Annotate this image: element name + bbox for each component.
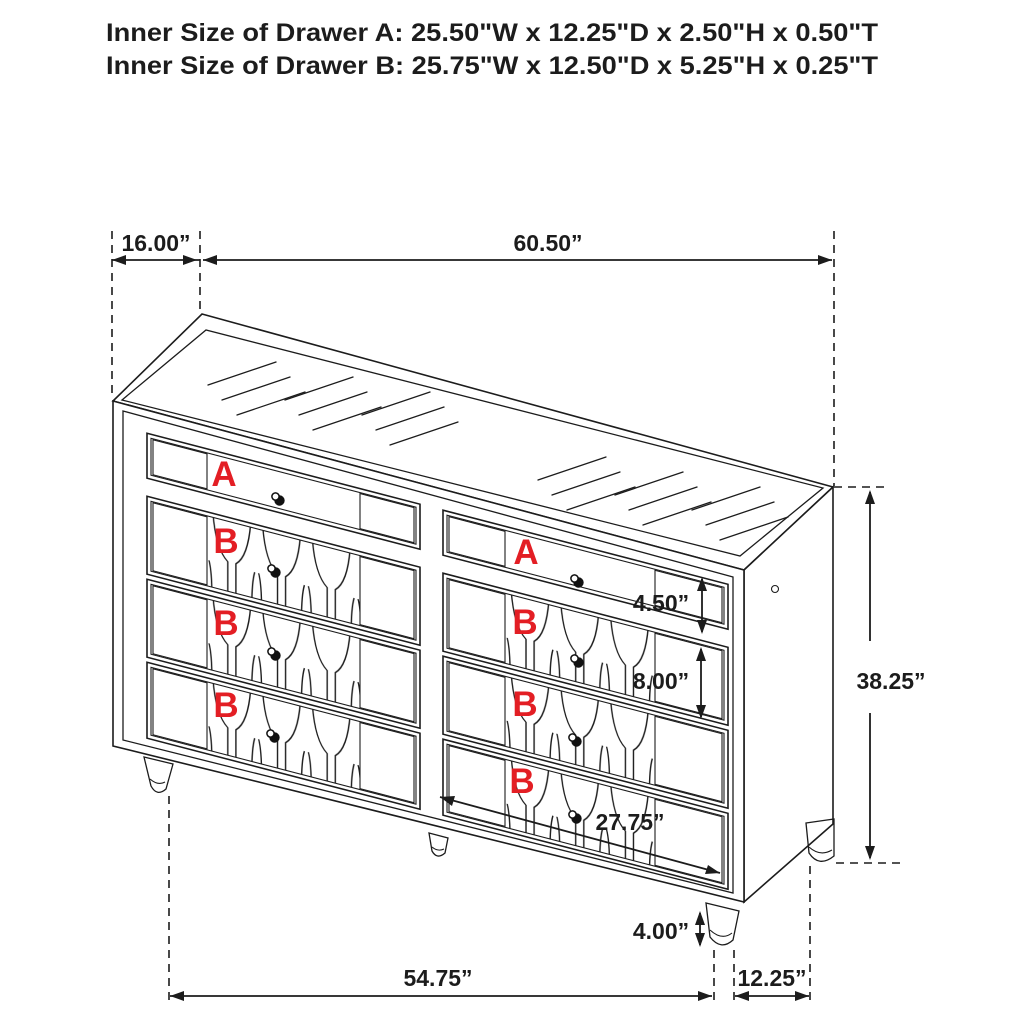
dim-overall-height-label: 38.25” [856,668,926,694]
dresser-drawing [113,314,834,945]
drawer-label: B [512,685,538,724]
dim-drawer-inner-width-label: 27.75” [595,809,665,835]
front-right-leg [706,903,739,945]
dim-drawer-b-height-label: 8.00” [632,668,690,694]
title-line-1: Inner Size of Drawer A: 25.50"W x 12.25"D x 2.50"H x 0.50"T [106,19,879,47]
drawer-label: A [211,455,237,494]
dim-side-depth [112,230,200,265]
dim-side-width [735,965,809,1001]
front-left-leg [144,757,173,792]
drawer-label: B [509,762,535,801]
dim-leg-height-label: 4.00” [632,918,690,944]
drawer-label: B [213,522,239,561]
dim-drawer-a-height-label: 4.50” [632,590,690,616]
dim-leg-height [633,911,705,947]
dim-front-width [170,965,712,1001]
title-block [106,19,878,80]
dim-overall-height [856,490,925,860]
dim-front-width-label: 54.75” [403,965,473,991]
drawer-label: A [513,533,539,572]
dim-side-depth-label: 16.00” [121,230,191,256]
drawer-label: B [213,686,239,725]
drawer-label: B [213,604,239,643]
title-line-2: Inner Size of Drawer B: 25.75"W x 12.50"D x 5.25"H x 0.25"T [106,52,878,80]
dim-side-width-label: 12.25” [737,965,807,991]
front-center-leg [429,833,448,856]
dim-top-width [203,230,832,265]
dim-top-width-label: 60.50” [513,230,583,256]
drawer-label: B [512,603,538,642]
